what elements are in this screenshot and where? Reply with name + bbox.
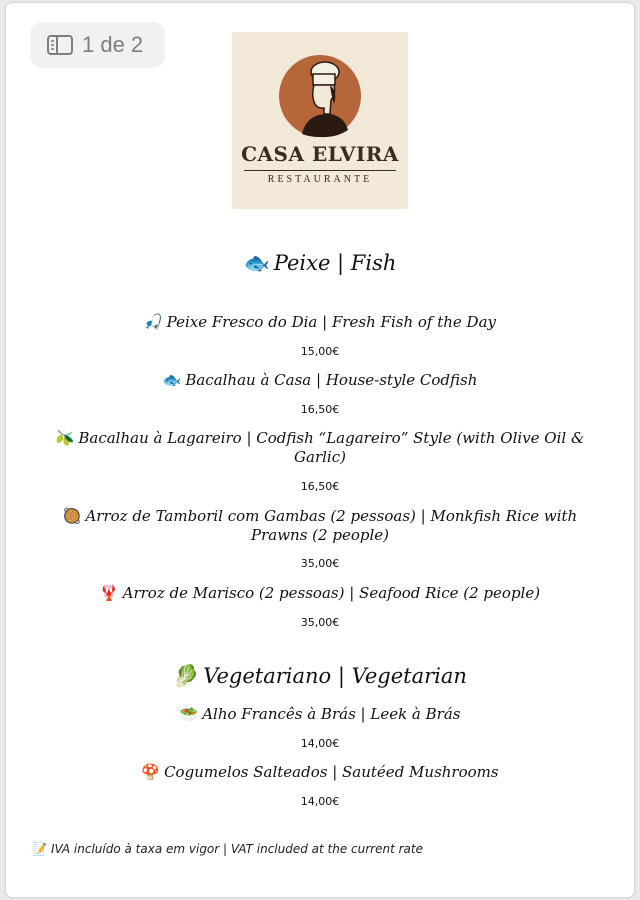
menu-item-price: 35,00€ [300,616,340,629]
menu-item: 🥘 Arroz de Tamboril com Gambas (2 pessoas) | Monkfish Rice with Prawns (2 people) [62,507,578,544]
page-indicator[interactable] [30,22,165,68]
section-title-fish: 🐟 Peixe | Fish [243,251,397,275]
menu-item-price: 14,00€ [300,737,340,750]
menu-item-price: 16,50€ [300,403,340,416]
menu-item: 🦞 Arroz de Marisco (2 pessoas) | Seafood Rice (2 people) [99,584,541,602]
logo-divider [244,170,396,171]
memo-icon: 📝 [32,842,47,856]
menu-item: 🍄 Cogumelos Salteados | Sautéed Mushrooms [141,763,499,781]
lobster-icon: 🦞 [99,584,119,602]
menu-item-price: 16,50€ [300,480,340,493]
olive-icon: 🫒 [55,429,75,447]
logo-subtitle: RESTAURANTE [267,174,373,185]
menu-item: 🥗 Alho Francês à Brás | Leek à Brás [179,705,461,723]
menu-item: 🎣 Peixe Fresco do Dia | Fresh Fish of the Day [143,313,497,331]
logo-name: CASA ELVIRA [241,142,399,166]
salad-icon: 🥗 [179,705,199,723]
sidebar-icon [46,34,74,56]
mushroom-icon: 🍄 [141,763,161,781]
chef-portrait-icon [278,54,362,138]
leafy-green-icon: 🥬 [173,664,200,688]
menu-item: 🫒 Bacalhau à Lagareiro | Codfish “Lagareiro” Style (with Olive Oil & Garlic) [55,429,585,466]
menu-item-price: 15,00€ [300,345,340,358]
bowl-icon: 🥘 [62,507,82,525]
page-indicator-label: 1 de 2 [82,32,144,57]
section-title-vegetarian: 🥬 Vegetariano | Vegetarian [173,664,467,688]
fish-icon: 🐟 [162,371,182,389]
fish-icon: 🐟 [243,251,270,275]
menu-item-price: 14,00€ [300,795,340,808]
fishing-icon: 🎣 [143,313,163,331]
menu-item-price: 35,00€ [300,557,340,570]
restaurant-logo [232,32,408,209]
vat-note: 📝 IVA incluído à taxa em vigor | VAT included at the current rate [32,842,423,856]
menu-item: 🐟 Bacalhau à Casa | House-style Codfish [162,371,478,389]
